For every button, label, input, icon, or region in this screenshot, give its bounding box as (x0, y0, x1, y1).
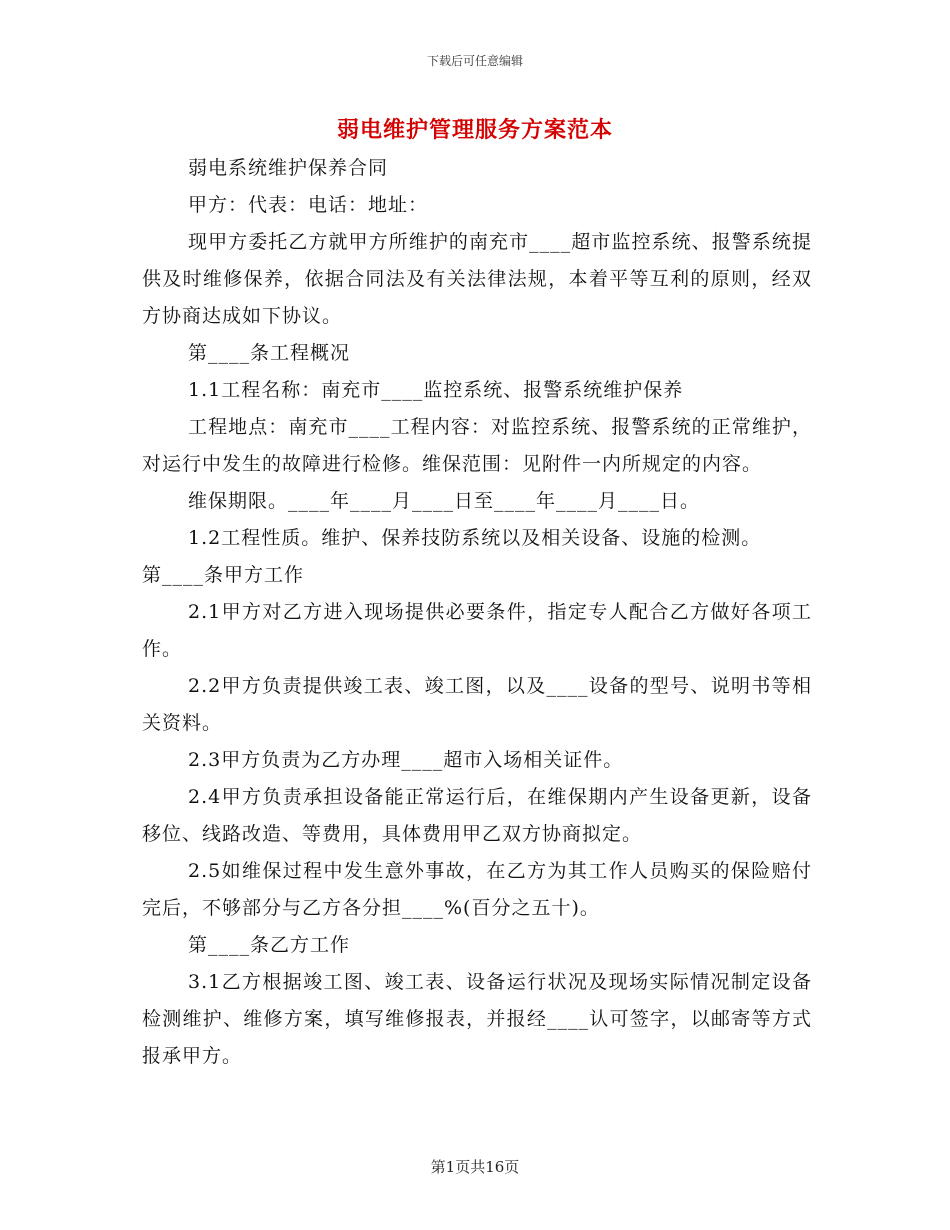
page-number: 第1页共16页 (430, 1158, 520, 1176)
paragraph: 甲方：代表：电话：地址： (188, 194, 429, 216)
paragraph: 现甲方委托乙方就甲方所维护的南充市____超市监控系统、报警系统提供及时维修保养，依据合同法及有关法律法规，本着平等互利的原则，经双方协商达成如下协议。 (142, 231, 812, 327)
page-header-note: 下载后可任意编辑 (426, 54, 523, 68)
paragraph: 2.1甲方对乙方进入现场提供必要条件，指定专人配合乙方做好各项工作。 (142, 601, 812, 660)
section-heading: 第____条甲方工作 (142, 564, 305, 586)
paragraph: 2.4甲方负责承担设备能正常运行后，在维保期内产生设备更新，设备移位、线路改造、等费用，具体费用甲乙双方协商拟定。 (142, 786, 812, 845)
section-heading: 第____条工程概况 (188, 342, 351, 364)
paragraph: 2.5如维保过程中发生意外事故，在乙方为其工作人员购买的保险赔付完后，不够部分与乙方各分担____%(百分之五十)。 (142, 860, 812, 919)
paragraph: 弱电系统维护保养合同 (188, 157, 389, 179)
section-heading: 第____条乙方工作 (188, 934, 351, 956)
paragraph: 3.1乙方根据竣工图、竣工表、设备运行状况及现场实际情况制定设备检测维护、维修方案，填写维修报表，并报经____认可签字，以邮寄等方式报承甲方。 (142, 971, 812, 1067)
paragraph: 工程地点：南充市____工程内容：对监控系统、报警系统的正常维护，对运行中发生的故障进行检修。维保范围：见附件一内所规定的内容。 (142, 416, 812, 475)
paragraph: 1.2工程性质。维护、保养技防系统以及相关设备、设施的检测。 (188, 527, 762, 549)
paragraph: 1.1工程名称：南充市____监控系统、报警系统维护保养 (188, 379, 684, 401)
document-body (142, 150, 812, 1075)
document-title: 弱电维护管理服务方案范本 (336, 117, 613, 143)
paragraph: 2.3甲方负责为乙方办理____超市入场相关证件。 (188, 749, 624, 771)
paragraph: 维保期限。____年____月____日至____年____月____日。 (188, 490, 701, 512)
paragraph: 2.2甲方负责提供竣工表、竣工图，以及____设备的型号、说明书等相关资料。 (142, 675, 812, 734)
